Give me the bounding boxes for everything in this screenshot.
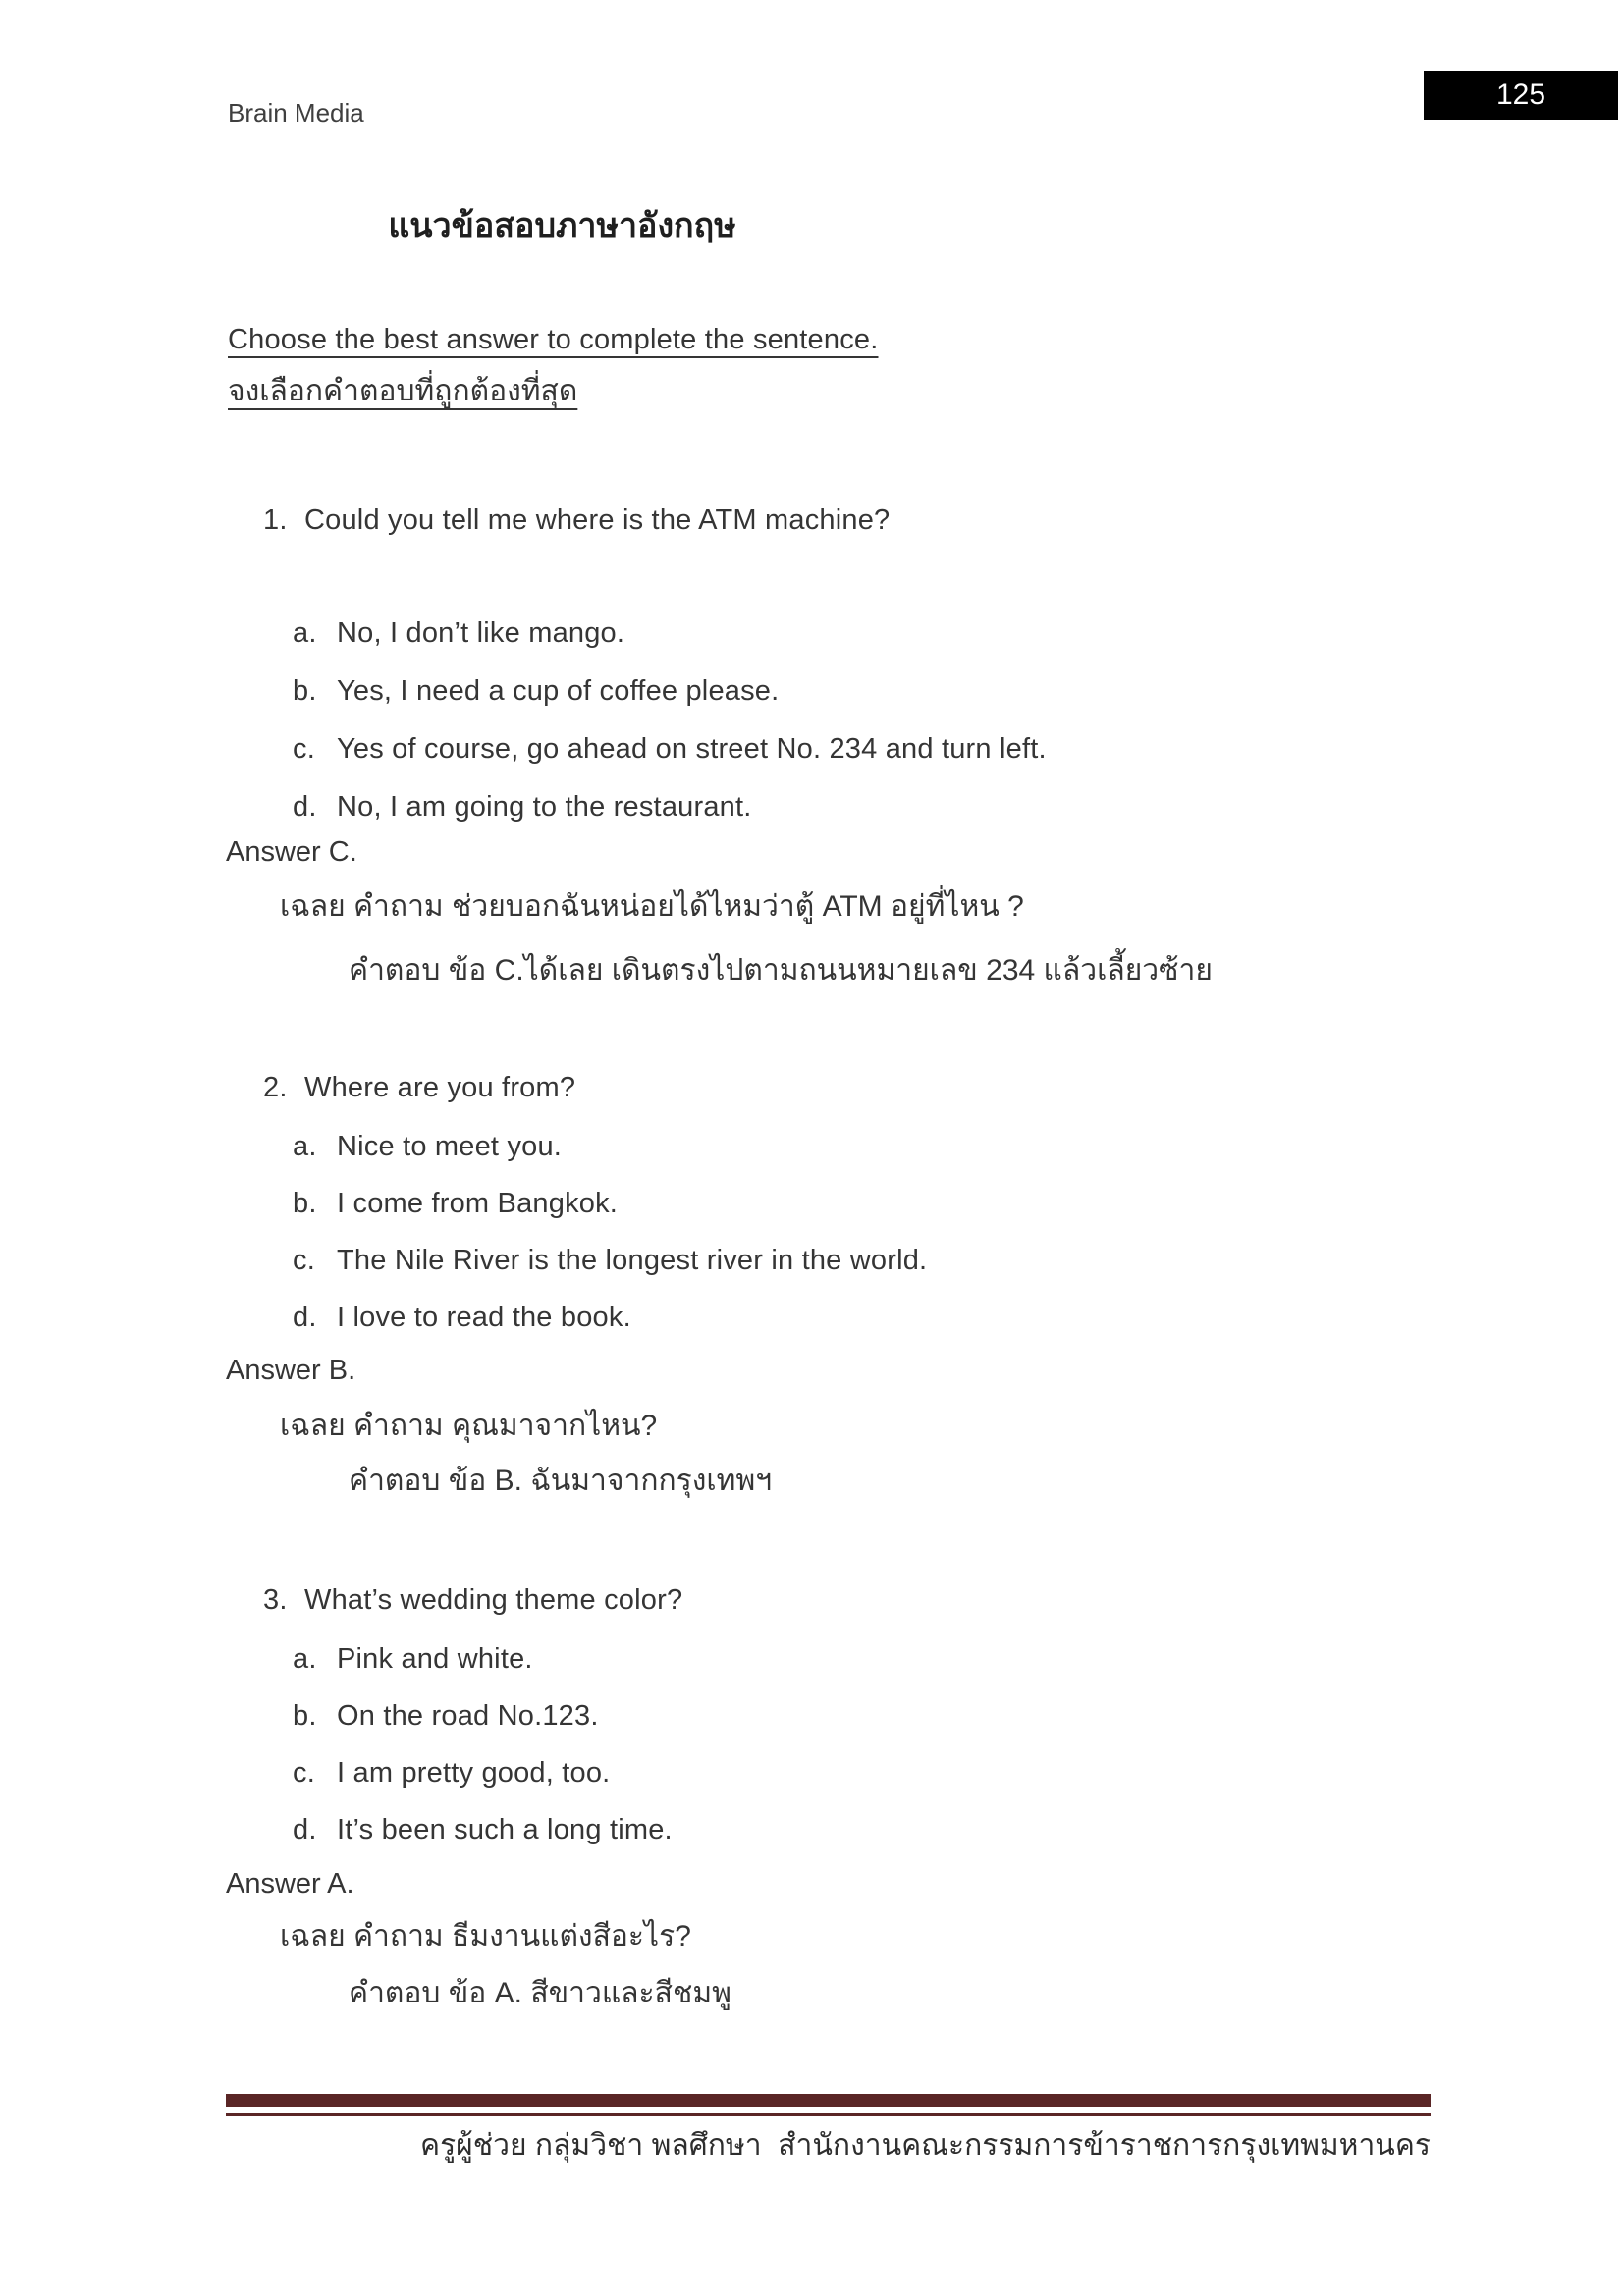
question-text: What’s wedding theme color? — [304, 1584, 683, 1616]
choice-row — [293, 671, 779, 711]
choice-label: b. — [293, 1700, 317, 1732]
choice-label: d. — [293, 1814, 317, 1845]
instruction-thai: จงเลือกคำตอบที่ถูกต้องที่สุด — [228, 375, 578, 407]
choice-row — [293, 614, 624, 653]
brand-text: Brain Media — [228, 98, 364, 128]
choice-label: b. — [293, 675, 317, 707]
question-line — [263, 1068, 575, 1107]
solution-answer-thai: คำตอบ ข้อ C.ได้เลย เดินตรงไปตามถนนหมายเลข 234 แล้วเลี้ยวซ้าย — [349, 954, 1213, 987]
choice-row — [293, 787, 752, 827]
page-number-badge — [1424, 71, 1618, 120]
question-number: 1. — [263, 505, 288, 536]
choice-label: a. — [293, 617, 317, 649]
choice-text: On the road No.123. — [337, 1700, 599, 1732]
choice-text: I love to read the book. — [337, 1302, 631, 1333]
choice-label: a. — [293, 1643, 317, 1675]
choice-text: I come from Bangkok. — [337, 1188, 619, 1219]
question-number: 2. — [263, 1072, 288, 1103]
page-number: 125 — [1495, 79, 1546, 111]
choice-row — [293, 1298, 631, 1337]
question-number: 3. — [263, 1584, 288, 1616]
answer-line: Answer B. — [226, 1355, 356, 1386]
instruction-english: Choose the best answer to complete the sentence. — [228, 324, 879, 355]
choice-row — [293, 1639, 533, 1679]
choice-text: I am pretty good, too. — [337, 1757, 611, 1789]
choice-row — [293, 1241, 927, 1280]
choice-label: b. — [293, 1188, 317, 1219]
choice-text: Nice to meet you. — [337, 1131, 563, 1162]
choice-row — [293, 1753, 610, 1792]
solution-question-thai: เฉลย คำถาม ช่วยบอกฉันหน่อยได้ไหมว่าตู้ ATM อยู่ที่ไหน ? — [280, 890, 1024, 923]
solution-answer-thai: คำตอบ ข้อ A. สีขาวและสีชมพู — [349, 1977, 731, 2009]
footer-divider-thin — [226, 2113, 1431, 2116]
footer-divider-thick — [226, 2094, 1431, 2107]
choice-text: Yes of course, go ahead on street No. 234 and turn left. — [337, 733, 1047, 765]
choice-label: c. — [293, 1757, 315, 1789]
page-title: แนวข้อสอบภาษาอังกฤษ — [388, 207, 736, 244]
choice-label: a. — [293, 1131, 317, 1162]
choice-label: d. — [293, 1302, 317, 1333]
choice-text: Pink and white. — [337, 1643, 533, 1675]
question-line — [263, 501, 890, 540]
choice-label: c. — [293, 733, 315, 765]
choice-row — [293, 1810, 673, 1849]
solution-answer-thai: คำตอบ ข้อ B. ฉันมาจากกรุงเทพฯ — [349, 1465, 773, 1497]
choice-text: Yes, I need a cup of coffee please. — [337, 675, 780, 707]
answer-line: Answer A. — [226, 1868, 354, 1899]
choice-text: It’s been such a long time. — [337, 1814, 673, 1845]
question-text: Could you tell me where is the ATM machine? — [304, 505, 891, 536]
solution-question-thai: เฉลย คำถาม คุณมาจากไหน? — [280, 1410, 658, 1442]
footer-text: ครูผู้ช่วย กลุ่มวิชา พลศึกษา สำนักงานคณะกรรมการข้าราชการกรุงเทพมหานคร — [420, 2129, 1431, 2162]
choice-row — [293, 1696, 599, 1735]
choice-label: c. — [293, 1245, 315, 1276]
question-line — [263, 1580, 682, 1620]
choice-text: No, I don’t like mango. — [337, 617, 625, 649]
choice-row — [293, 1127, 562, 1166]
choice-text: The Nile River is the longest river in the world. — [337, 1245, 928, 1276]
choice-row — [293, 729, 1047, 769]
question-text: Where are you from? — [304, 1072, 576, 1103]
choice-row — [293, 1184, 618, 1223]
solution-question-thai: เฉลย คำถาม ธีมงานแต่งสีอะไร? — [280, 1920, 691, 1952]
choice-label: d. — [293, 791, 317, 823]
choice-text: No, I am going to the restaurant. — [337, 791, 752, 823]
answer-line: Answer C. — [226, 836, 357, 868]
